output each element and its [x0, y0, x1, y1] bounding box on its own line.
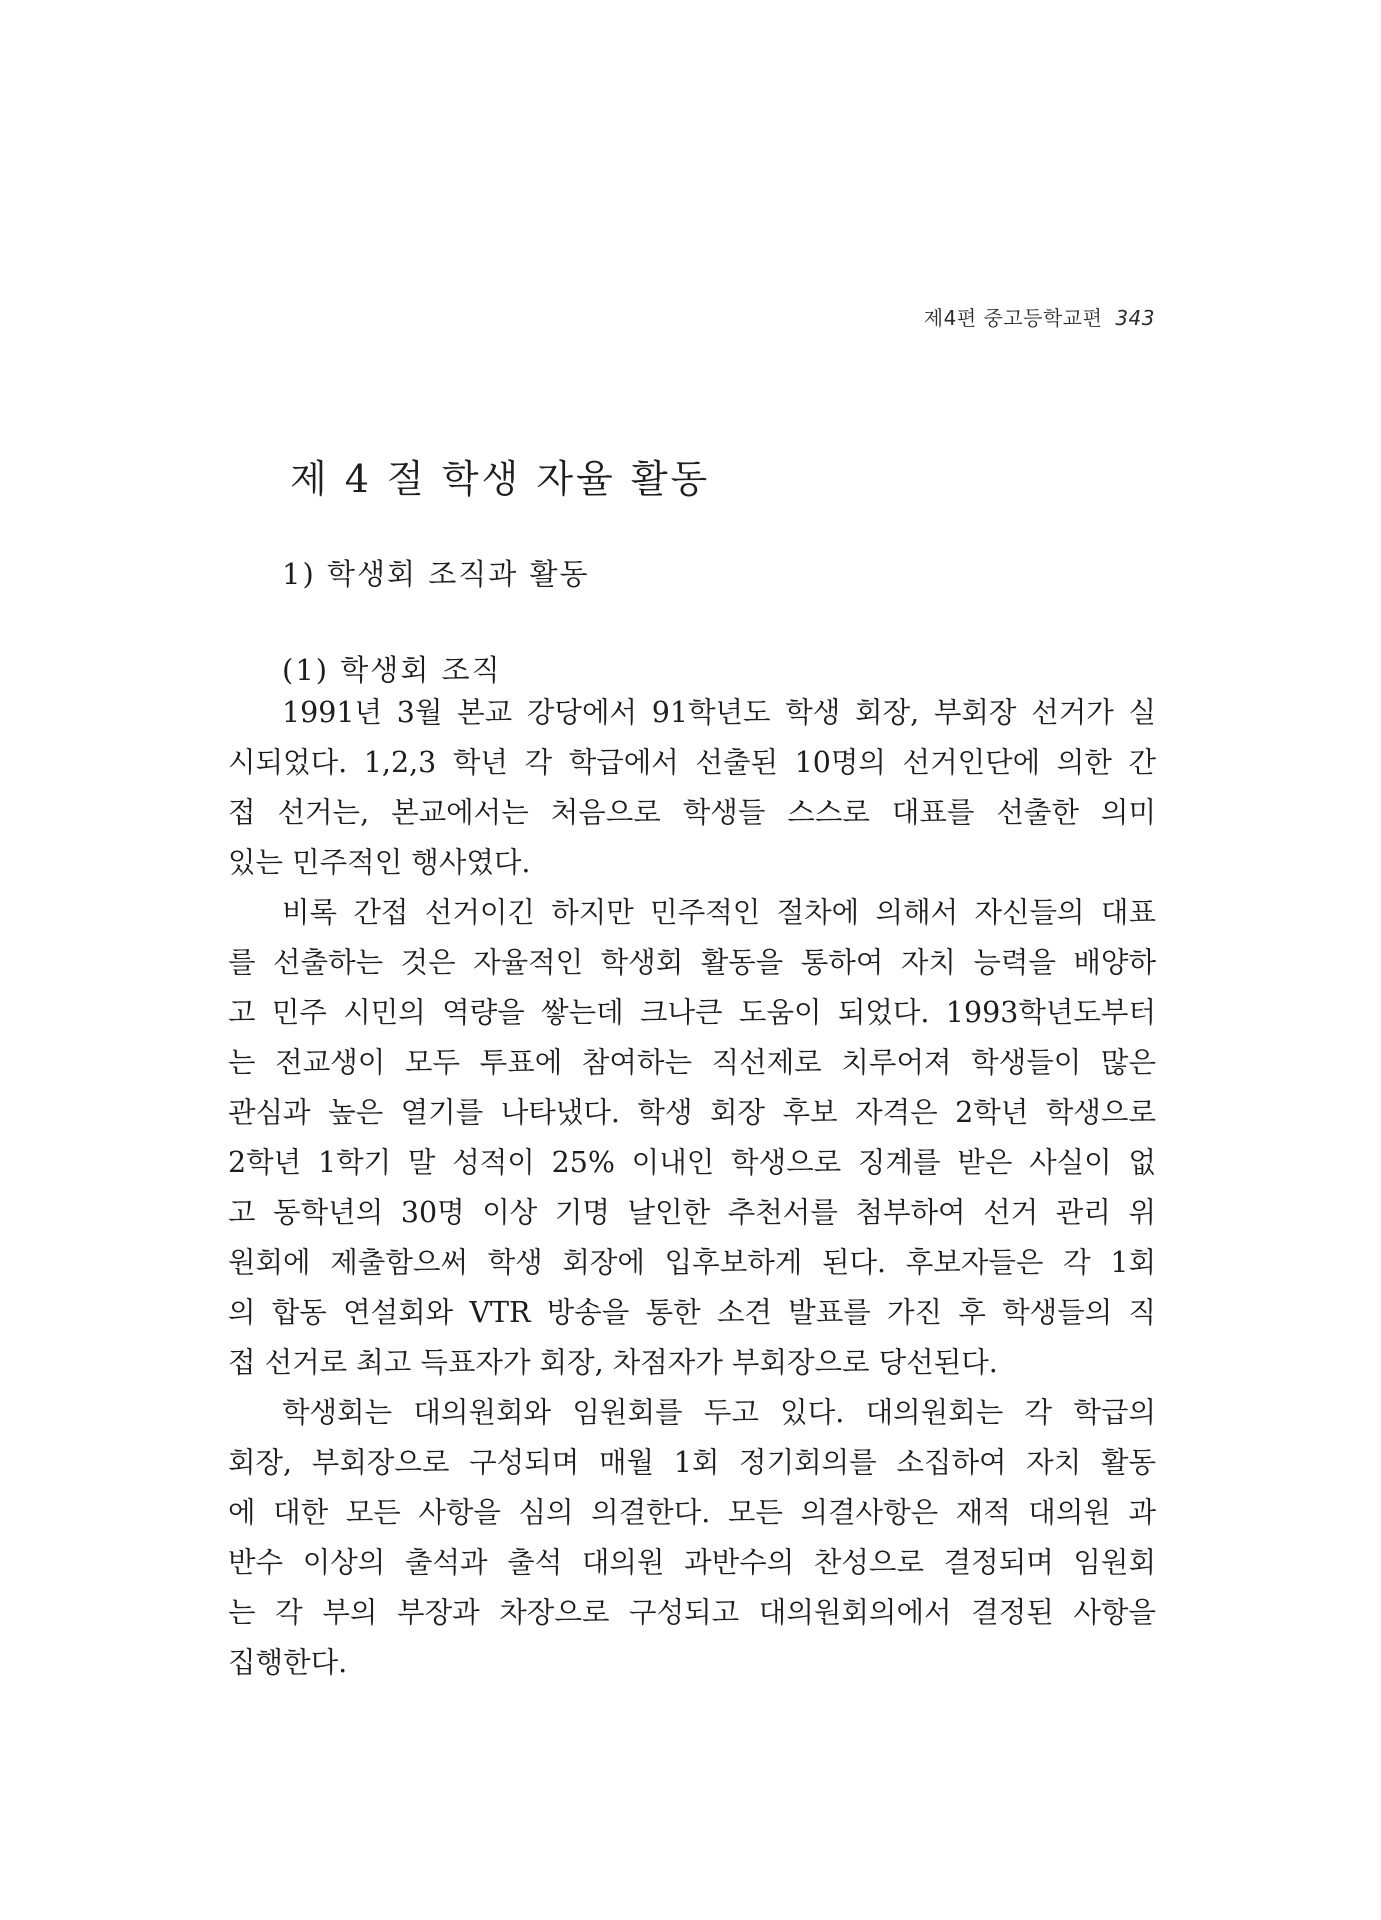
text-line: 학생회는 대의원회와 임원회를 두고 있다. 대의원회는 각 학급의 — [282, 1396, 1156, 1429]
text-line: 에 대한 모든 사항을 심의 의결한다. 모든 의결사항은 재적 대의원 과 — [228, 1496, 1156, 1529]
text-line: 접 선거로 최고 득표자가 회장, 차점자가 부회장으로 당선된다. — [228, 1346, 998, 1379]
paragraph — [228, 688, 1156, 888]
text-line: 접 선거는, 본교에서는 처음으로 학생들 스스로 대표를 선출한 의미 — [228, 796, 1156, 829]
text-line: 는 각 부의 부장과 차장으로 구성되고 대의원회의에서 결정된 사항을 — [228, 1596, 1156, 1629]
subsection-title: 1) 학생회 조직과 활동 — [282, 557, 590, 591]
text-line: 고 동학년의 30명 이상 기명 날인한 추천서를 첨부하여 선거 관리 위 — [228, 1196, 1156, 1229]
text-line: 시되었다. 1,2,3 학년 각 학급에서 선출된 10명의 선거인단에 의한 간 — [228, 746, 1156, 779]
text-line: 반수 이상의 출석과 출석 대의원 과반수의 찬성으로 결정되며 임원회 — [228, 1546, 1156, 1579]
text-line: 있는 민주적인 행사였다. — [228, 846, 531, 879]
text-line: 1991년 3월 본교 강당에서 91학년도 학생 회장, 부회장 선거가 실 — [282, 696, 1156, 729]
text-line: 의 합동 연설회와 VTR 방송을 통한 소견 발표를 가진 후 학생들의 직 — [228, 1296, 1156, 1329]
text-line: 비록 간접 선거이긴 하지만 민주적인 절차에 의해서 자신들의 대표 — [282, 896, 1156, 929]
subsubsection-title: (1) 학생회 조직 — [282, 653, 502, 687]
text-line: 회장, 부회장으로 구성되며 매월 1회 정기회의를 소집하여 자치 활동 — [228, 1446, 1156, 1479]
running-title: 제4편 중고등학교편 — [923, 306, 1103, 330]
text-line: 관심과 높은 열기를 나타냈다. 학생 회장 후보 자격은 2학년 학생으로 — [228, 1096, 1156, 1129]
text-line: 는 전교생이 모두 투표에 참여하는 직선제로 치루어져 학생들이 많은 — [228, 1046, 1156, 1079]
running-header — [924, 302, 1155, 331]
text-line: 고 민주 시민의 역량을 쌓는데 크나큰 도움이 되었다. 1993학년도부터 — [228, 996, 1156, 1029]
paragraph — [228, 888, 1156, 1388]
paragraph — [228, 1388, 1156, 1688]
text-line: 집행한다. — [228, 1646, 348, 1679]
text-line: 원회에 제출함으써 학생 회장에 입후보하게 된다. 후보자들은 각 1회 — [228, 1246, 1156, 1279]
text-line: 를 선출하는 것은 자율적인 학생회 활동을 통하여 자치 능력을 배양하 — [228, 946, 1156, 979]
section-title: 제 4 절 학생 자율 활동 — [290, 457, 711, 501]
body-text — [228, 688, 1156, 1688]
page-number: 343 — [1115, 306, 1155, 330]
text-line: 2학년 1학기 말 성적이 25% 이내인 학생으로 징계를 받은 사실이 없 — [228, 1146, 1156, 1179]
